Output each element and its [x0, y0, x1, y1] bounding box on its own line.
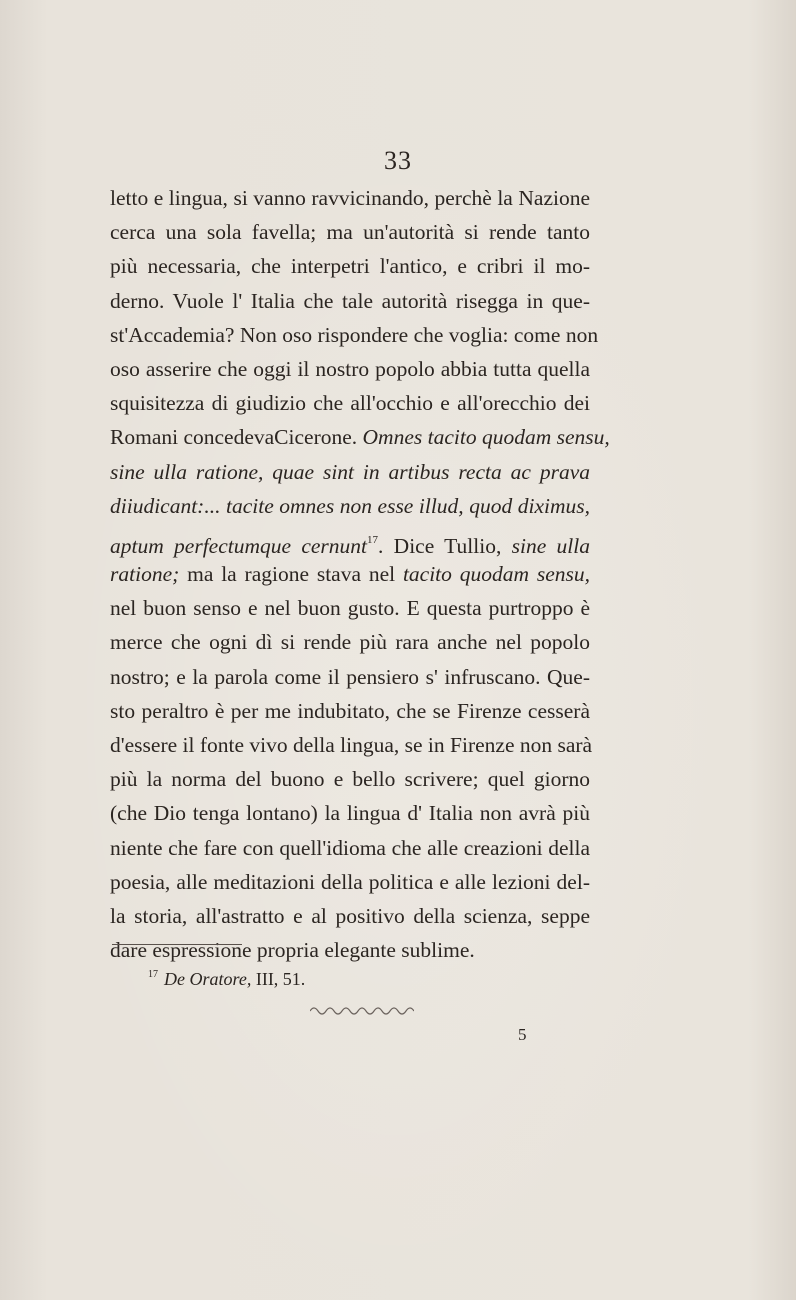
text-line: [110, 694, 590, 728]
text-span: sto peraltro è per me indubitato, che se Firenze cesserà: [110, 698, 590, 723]
italic-text: sine ulla ratione, quae sint in artibus recta ac prava: [110, 459, 590, 484]
signature-mark: 5: [518, 1025, 527, 1044]
italic-text: aptum perfectumque cernunt: [110, 533, 368, 558]
footnote-title: De Oratore,: [164, 969, 252, 989]
text-line: [110, 660, 590, 694]
text-line: [110, 318, 599, 352]
text-line: [110, 420, 610, 454]
text-line: [110, 728, 593, 762]
italic-text: ratione;: [110, 562, 180, 587]
text-span: niente che fare con quell'idioma che alle creazioni della: [110, 835, 590, 860]
text-line: [110, 386, 590, 420]
text-span: più la norma del buono e bello scrivere; quel giorno: [110, 767, 590, 792]
text-span: oso asserire che oggi il nostro popolo abbia tutta quella: [110, 356, 590, 381]
text-line: [110, 489, 590, 523]
text-line: [110, 865, 590, 899]
text-span: dare espressione propria elegante sublime.: [110, 938, 475, 963]
text-span: . Dice Tullio,: [378, 533, 512, 558]
text-line: [110, 181, 590, 215]
text-line: [110, 591, 590, 625]
page-number: 33: [384, 146, 412, 175]
italic-text: Omnes tacito quodam sensu,: [362, 425, 610, 450]
text-line: [110, 625, 590, 659]
text-span: più necessaria, che interpetri l'antico, e cribri il mo-: [110, 254, 590, 279]
text-line: [110, 352, 590, 386]
text-span: (che Dio tenga lontano) la lingua d' Italia non avrà più: [110, 801, 590, 826]
italic-text: diiudicant:... tacite omnes non esse illud, quod diximus,: [110, 493, 590, 518]
text-span: st'Accademia? Non oso rispondere che voglia: come non: [110, 322, 599, 347]
text-line: [110, 557, 590, 591]
footnote-reference: III, 51.: [251, 969, 306, 989]
text-line: [110, 796, 590, 830]
text-span: la storia, all'astratto e al positivo della scienza, seppe: [110, 903, 590, 928]
text-span: poesia, alle meditazioni della politica e alle lezioni del-: [110, 869, 590, 894]
body-text: [110, 181, 610, 967]
text-line: [110, 284, 590, 318]
text-line: [110, 831, 590, 865]
text-span: letto e lingua, si vanno ravvicinando, perchè la Nazione: [110, 186, 590, 210]
text-line: [110, 215, 590, 249]
text-span: merce che ogni dì si rende più rara anche nel popolo: [110, 630, 590, 655]
text-span: squisitezza di giudizio che all'occhio e all'orecchio dei: [110, 391, 590, 416]
text-span: ma la ragione stava nel: [179, 562, 403, 587]
text-line: [110, 933, 590, 967]
text-line: [110, 523, 590, 557]
text-line: [110, 455, 590, 489]
italic-text: tacito quodam sensu,: [402, 562, 590, 587]
text-line: [110, 899, 590, 933]
footnote-marker: 17: [148, 969, 158, 980]
footnote-ref-marker: 17: [367, 533, 379, 546]
text-line: [110, 762, 590, 796]
footnote-rule: [112, 944, 242, 945]
text-line: [110, 249, 590, 283]
footnote: [148, 969, 305, 990]
text-span: d'essere il fonte vivo della lingua, se in Firenze non sarà: [110, 733, 593, 757]
text-span: Romani concedevaCicerone.: [110, 425, 363, 450]
text-span: cerca una sola favella; ma un'autorità si rende tanto: [110, 220, 590, 245]
wavy-ornament: [310, 1003, 414, 1015]
italic-text: sine ulla: [511, 533, 590, 558]
text-span: derno. Vuole l' Italia che tale autorità risegga in que-: [110, 288, 590, 313]
text-span: nostro; e la parola come il pensiero s' infruscano. Que-: [110, 664, 590, 689]
text-span: nel buon senso e nel buon gusto. E questa purtroppo è: [110, 596, 590, 621]
